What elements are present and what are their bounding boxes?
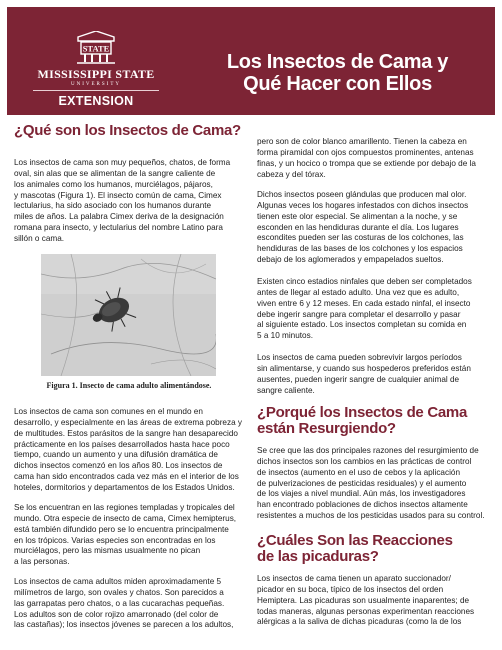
text-line: sillón o cama. <box>14 233 65 243</box>
figure-caption: Figura 1. Insecto de cama adulto alimentándose. <box>46 381 212 390</box>
text-line: de insectos (aumento en el uso de cebos y la aplicación <box>257 467 460 477</box>
text-line: Los insectos de cama son muy pequeños, chatos, de forma <box>14 158 231 167</box>
text-line: Hemiptera. Las picaduras son usualmente inaparentes; de <box>257 595 470 605</box>
text-line: Los adultos son de color rojizo amarronado (del color de <box>14 609 219 619</box>
text-line: de los viajes a nivel mundial. Aún más, los investigadores <box>257 489 466 499</box>
paragraph-survival <box>257 353 471 396</box>
bed-bug-photo-icon <box>41 254 216 376</box>
paragraph-intro <box>14 158 230 245</box>
text-line: romana para insecto, y lectularius del nombre Latino para <box>14 223 223 233</box>
paragraph-glands <box>257 190 468 266</box>
heading-resurgence-line-2: están Resurgiendo? <box>257 420 396 437</box>
text-line: Existen cinco estadios ninfales que deben ser completados <box>257 277 472 286</box>
text-line: dichos insectos comenzó en los años 80. Los insectos de <box>14 461 223 471</box>
text-line: viven entre 6 y 12 meses. En cada estado ninfal, el insecto <box>257 298 471 308</box>
text-line: han encontrado poblaciones de dichos insectos altamente <box>257 500 468 510</box>
text-line: ausentes, pueden ingerir sangre de cualquier animal de <box>257 374 460 384</box>
text-line: tienen este olor especial. Se alimentan a la noche, y se <box>257 211 458 221</box>
heading-resurgence-line-1: ¿Porqué los Insectos de Cama <box>257 404 467 421</box>
text-line: y mascotas (Figura 1). El insecto común de cama, Cimex <box>14 190 222 200</box>
bed-bug-figure <box>41 254 216 376</box>
text-line: pero son de color blanco amarillento. Tienen la cabeza en <box>257 137 467 146</box>
header-banner <box>7 7 495 115</box>
text-line: finas, y un hocico o trompa que se extiende por debajo de la <box>257 158 476 168</box>
text-line: hendiduras de las bases de los colchones y los espacios <box>257 244 463 254</box>
paragraph-bite-apparatus <box>257 574 474 628</box>
university-subtitle: UNIVERSITY <box>71 82 121 87</box>
text-line: está también difundido pero se lo encuentra principalmente <box>14 524 229 534</box>
text-line: 5 a 10 minutos. <box>257 331 313 341</box>
text-line: esconden en las hendiduras durante el día. Los lugares <box>257 222 459 232</box>
title-line-2: Qué Hacer con Ellos <box>243 73 432 95</box>
paragraph-nymph-stages <box>257 277 472 342</box>
heading-resurgence <box>257 405 467 437</box>
text-line: Los insectos de cama adultos miden aproximadamente 5 <box>14 577 222 586</box>
heading-what-are-bed-bugs: ¿Qué son los Insectos de Cama? <box>14 122 241 139</box>
text-line: Dichos insectos poseen glándulas que producen mal olor. <box>257 190 467 199</box>
heading-bite-reactions-line-1: ¿Cuáles Son las Reacciones <box>257 532 453 549</box>
paragraph-regions <box>14 503 236 568</box>
text-line: todas maneras, algunas personas experimentan reacciones <box>257 606 475 616</box>
text-line: oval, sin alas que se alimentan de la sangre caliente de <box>14 168 216 178</box>
text-line: Los insectos de cama son comunes en el mundo en <box>14 407 203 416</box>
text-line: antes de llegar al estado adulto. Una vez que es adulto, <box>257 287 460 297</box>
text-line: mundo. Otra especie de insecto de cama, Cimex hemipterus, <box>14 513 237 523</box>
extension-label: EXTENSION <box>58 94 134 108</box>
text-line: Se los encuentran en las regiones templadas y tropicales del <box>14 503 235 512</box>
msu-extension-logo <box>21 31 171 108</box>
text-line: de pulverizaciones de pesticidas residuales) y el aumento <box>257 478 467 488</box>
heading-bite-reactions-line-2: de las picaduras? <box>257 548 379 565</box>
text-line: alérgicas a la saliva de dichas picaduras (como la de los <box>257 617 462 627</box>
text-line: cama han sido encontrados cada vez más en el interior de los <box>14 472 239 482</box>
paragraph-developing-world <box>14 407 242 494</box>
text-line: escondites pueden ser las costuras de los colchones, las <box>257 233 464 243</box>
msu-seal-icon <box>72 31 120 65</box>
text-line: tiempo, cuando un aumento y una difusión dramática de <box>14 450 218 460</box>
text-line: murciélagos, pero las mismas usualmente no pican <box>14 546 201 556</box>
text-line: forma piramidal con ojos compuestos prominentes, antenas <box>257 147 474 157</box>
text-line: debajo de los aglomerados y empapelados sueltos. <box>257 255 444 265</box>
text-line: Algunas veces los hogares infestados con dichos insectos <box>257 200 469 210</box>
paragraph-adult-description <box>14 577 233 631</box>
text-line: cabeza y del tórax. <box>257 169 326 179</box>
text-line: dichos insectos son los cambios en las prácticas de control <box>257 456 472 466</box>
text-line: al siguiente estado. Los insectos completan su comida en <box>257 320 467 330</box>
text-line: sangre caliente. <box>257 385 315 395</box>
title-line-1: Los Insectos de Cama y <box>226 51 449 73</box>
text-line: en los trópicos. Varias especies son encontradas en los <box>14 535 216 545</box>
text-line: prácticamente en los países desarrollados hasta hace poco <box>14 439 230 449</box>
text-line: a las personas. <box>14 557 70 567</box>
text-line: milímetros de largo, son ovales y chatos. Son parecidos a <box>14 587 224 597</box>
text-line: desarrollo, y especialmente en las áreas de extrema pobreza y <box>14 417 243 427</box>
heading-bite-reactions <box>257 533 453 565</box>
logo-divider <box>33 90 159 91</box>
text-line: los animales como los humanos, murciélagos, pájaros, <box>14 179 213 189</box>
paragraph-appearance <box>257 137 476 180</box>
seal-text: STATE <box>82 43 110 54</box>
text-line: Se cree que las dos principales razones del resurgimiento de <box>257 446 479 455</box>
text-line: sin alimentarse, y cuando sus hospederos preferidos están <box>257 363 471 373</box>
text-line: Los insectos de cama tienen un aparato succionador/ <box>257 574 451 583</box>
paragraph-resurgence-reasons <box>257 446 485 522</box>
university-name: MISSISSIPPI STATE <box>37 67 155 81</box>
text-line: picador en su boca, típico de los insectos del orden <box>257 584 444 594</box>
page-title <box>185 51 490 95</box>
text-line: las garrapatas pero chatos, o a las cucarachas pequeñas. <box>14 598 225 608</box>
text-line: resistentes a muchos de los pesticidas usados para su control. <box>257 511 485 521</box>
text-line: Los insectos de cama pueden sobrevivir largos períodos <box>257 353 462 362</box>
text-line: hoteles, dormitorios y departamentos de los Estados Unidos. <box>14 482 235 492</box>
text-line: las castañas); los insectos jóvenes se parecen a los adultos, <box>14 620 234 630</box>
text-line: miles de años. La palabra Cimex deriva de la designación <box>14 212 224 222</box>
text-line: de multitudes. Estos parásitos de la sangre han desaparecido <box>14 428 238 438</box>
text-line: debe ingerir sangre para completar el desarrollo y pasar <box>257 309 461 319</box>
text-line: lectularius, ha sido asociado con los humanos durante <box>14 201 212 211</box>
